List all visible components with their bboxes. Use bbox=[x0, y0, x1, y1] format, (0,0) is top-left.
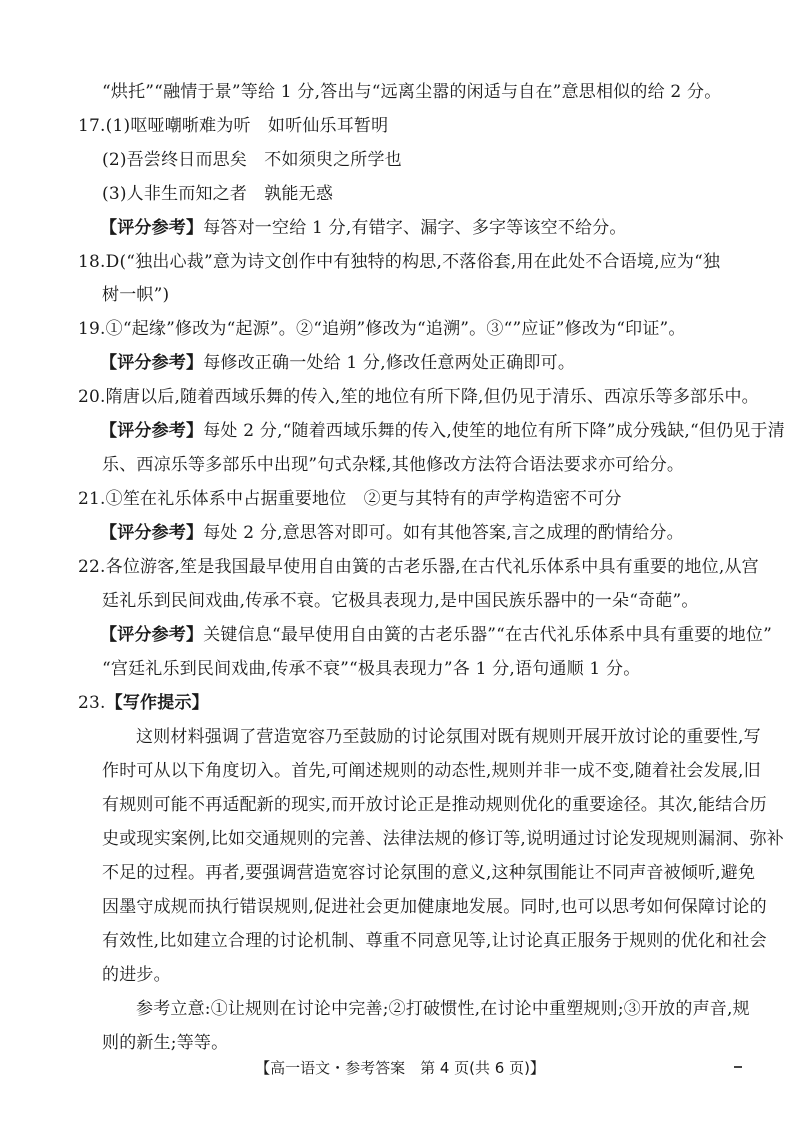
scoring-reference-label: 【评分参考】 bbox=[100, 625, 204, 645]
q19-number: 19. bbox=[78, 319, 106, 339]
q22-answer-line-2: 廷礼乐到民间戏曲,传承不衰。它极具表现力,是中国民族乐器中的一朵“奇葩”。 bbox=[102, 591, 699, 611]
q22-scoring-note-line-1: 【评分参考】关键信息“最早使用自由簧的古老乐器”“在古代礼乐体系中具有重要的地位” bbox=[100, 625, 772, 645]
q23-hint-line-1: 这则材料强调了营造宽容乃至鼓励的讨论氛围对既有规则开展开放讨论的重要性,写 bbox=[136, 727, 761, 747]
q22-answer-line-1: 22.各位游客,笙是我国最早使用自由簧的古老乐器,在古代礼乐体系中具有重要的地位,从宫 bbox=[78, 557, 759, 577]
q19-scoring-note: 【评分参考】每修改正确一处给 1 分,修改任意两处正确即可。 bbox=[100, 353, 576, 373]
q23-hint-line-2: 作时可从以下角度切入。首先,可阐述规则的动态性,规则并非一成不变,随着社会发展,旧 bbox=[102, 761, 761, 781]
q23-reference-theme-line-1: 参考立意:①让规则在讨论中完善;②打破惯性,在讨论中重塑规则;③开放的声音,规 bbox=[136, 999, 750, 1019]
scoring-reference-label: 【评分参考】 bbox=[100, 421, 204, 441]
scoring-reference-label: 【评分参考】 bbox=[100, 523, 204, 543]
q23-hint-line-5: 不足的过程。再者,要强调营造宽容讨论氛围的意义,这种氛围能让不同声音被倾听,避免 bbox=[102, 863, 756, 883]
q23-heading bbox=[78, 692, 209, 714]
q17-answer-line-1 bbox=[78, 115, 388, 137]
scoring-reference-label: 【评分参考】 bbox=[100, 218, 204, 238]
q21-answer: 21.①笙在礼乐体系中占据重要地位 ②更与其特有的声学构造密不可分 bbox=[78, 489, 622, 509]
q20-scoring-note-line-2: 乐、西凉乐等多部乐中出现”句式杂糅,其他修改方法符合语法要求亦可给分。 bbox=[102, 455, 685, 475]
q21-number: 21. bbox=[78, 489, 106, 509]
q16-scoring-note-continued: “烘托”“融情于景”等给 1 分,答出与“远离尘嚣的闲适与自在”意思相似的给 2 分。 bbox=[102, 82, 722, 102]
q23-hint-line-8: 的进步。 bbox=[102, 965, 171, 985]
q23-hint-line-4: 史或现实案例,比如交通规则的完善、法律法规的修订等,说明通过讨论发现规则漏洞、弥补 bbox=[102, 829, 785, 849]
q17-answer-3: (3)人非生而知之者 孰能无惑 bbox=[102, 184, 334, 204]
corner-mark bbox=[734, 1066, 742, 1068]
q20-scoring-note-line-1: 【评分参考】每处 2 分,“随着西域乐舞的传入,使笙的地位有所下降”成分残缺,“但仍见于清 bbox=[100, 421, 785, 441]
q17-answer-2: (2)吾尝终日而思矣 不如须臾之所学也 bbox=[102, 150, 402, 170]
q21-scoring-note: 【评分参考】每处 2 分,意思答对即可。如有其他答案,言之成理的酌情给分。 bbox=[100, 523, 684, 543]
writing-hint-label: 【写作提示】 bbox=[105, 693, 209, 713]
q18-number: 18. bbox=[78, 252, 106, 272]
q17-scoring-note: 【评分参考】每答对一空给 1 分,有错字、漏字、多字等该空不给分。 bbox=[100, 218, 627, 238]
q23-hint-line-3: 有规则可能不再适配新的现实,而开放讨论正是推动规则优化的重要途径。其次,能结合历 bbox=[102, 795, 767, 815]
q23-hint-line-6: 因墨守成规而执行错误规则,促进社会更加健康地发展。同时,也可以思考如何保障讨论的 bbox=[102, 897, 767, 917]
q17-number: 17. bbox=[78, 116, 106, 136]
q18-answer-line-1: 18.D(“独出心裁”意为诗文创作中有独特的构思,不落俗套,用在此处不合语境,应为“独 bbox=[78, 252, 721, 272]
q20-answer: 20.隋唐以后,随着西域乐舞的传入,笙的地位有所下降,但仍见于清乐、西凉乐等多部乐中。 bbox=[78, 387, 759, 407]
q23-reference-theme-line-2: 则的新生;等等。 bbox=[102, 1033, 229, 1053]
page-footer: 【高一语文・参考答案 第 4 页(共 6 页)】 bbox=[255, 1059, 545, 1077]
q22-number: 22. bbox=[78, 557, 106, 577]
q19-answer: 19.①“起缘”修改为“起源”。②“追朔”修改为“追溯”。③“”应证”修改为“印证”。 bbox=[78, 319, 686, 339]
q23-hint-line-7: 有效性,比如建立合理的讨论机制、尊重不同意见等,让讨论真正服务于规则的优化和社会 bbox=[102, 931, 767, 951]
q22-scoring-note-line-2: “宫廷礼乐到民间戏曲,传承不衰”“极具表现力”各 1 分,语句通顺 1 分。 bbox=[102, 659, 641, 679]
q20-number: 20. bbox=[78, 387, 106, 407]
q18-answer-line-2: 树一帜”) bbox=[102, 285, 170, 305]
q17-answer-1: (1)呕哑嘲哳难为听 如听仙乐耳暂明 bbox=[105, 116, 389, 136]
scoring-reference-label: 【评分参考】 bbox=[100, 353, 204, 373]
q23-number: 23. bbox=[78, 693, 106, 713]
